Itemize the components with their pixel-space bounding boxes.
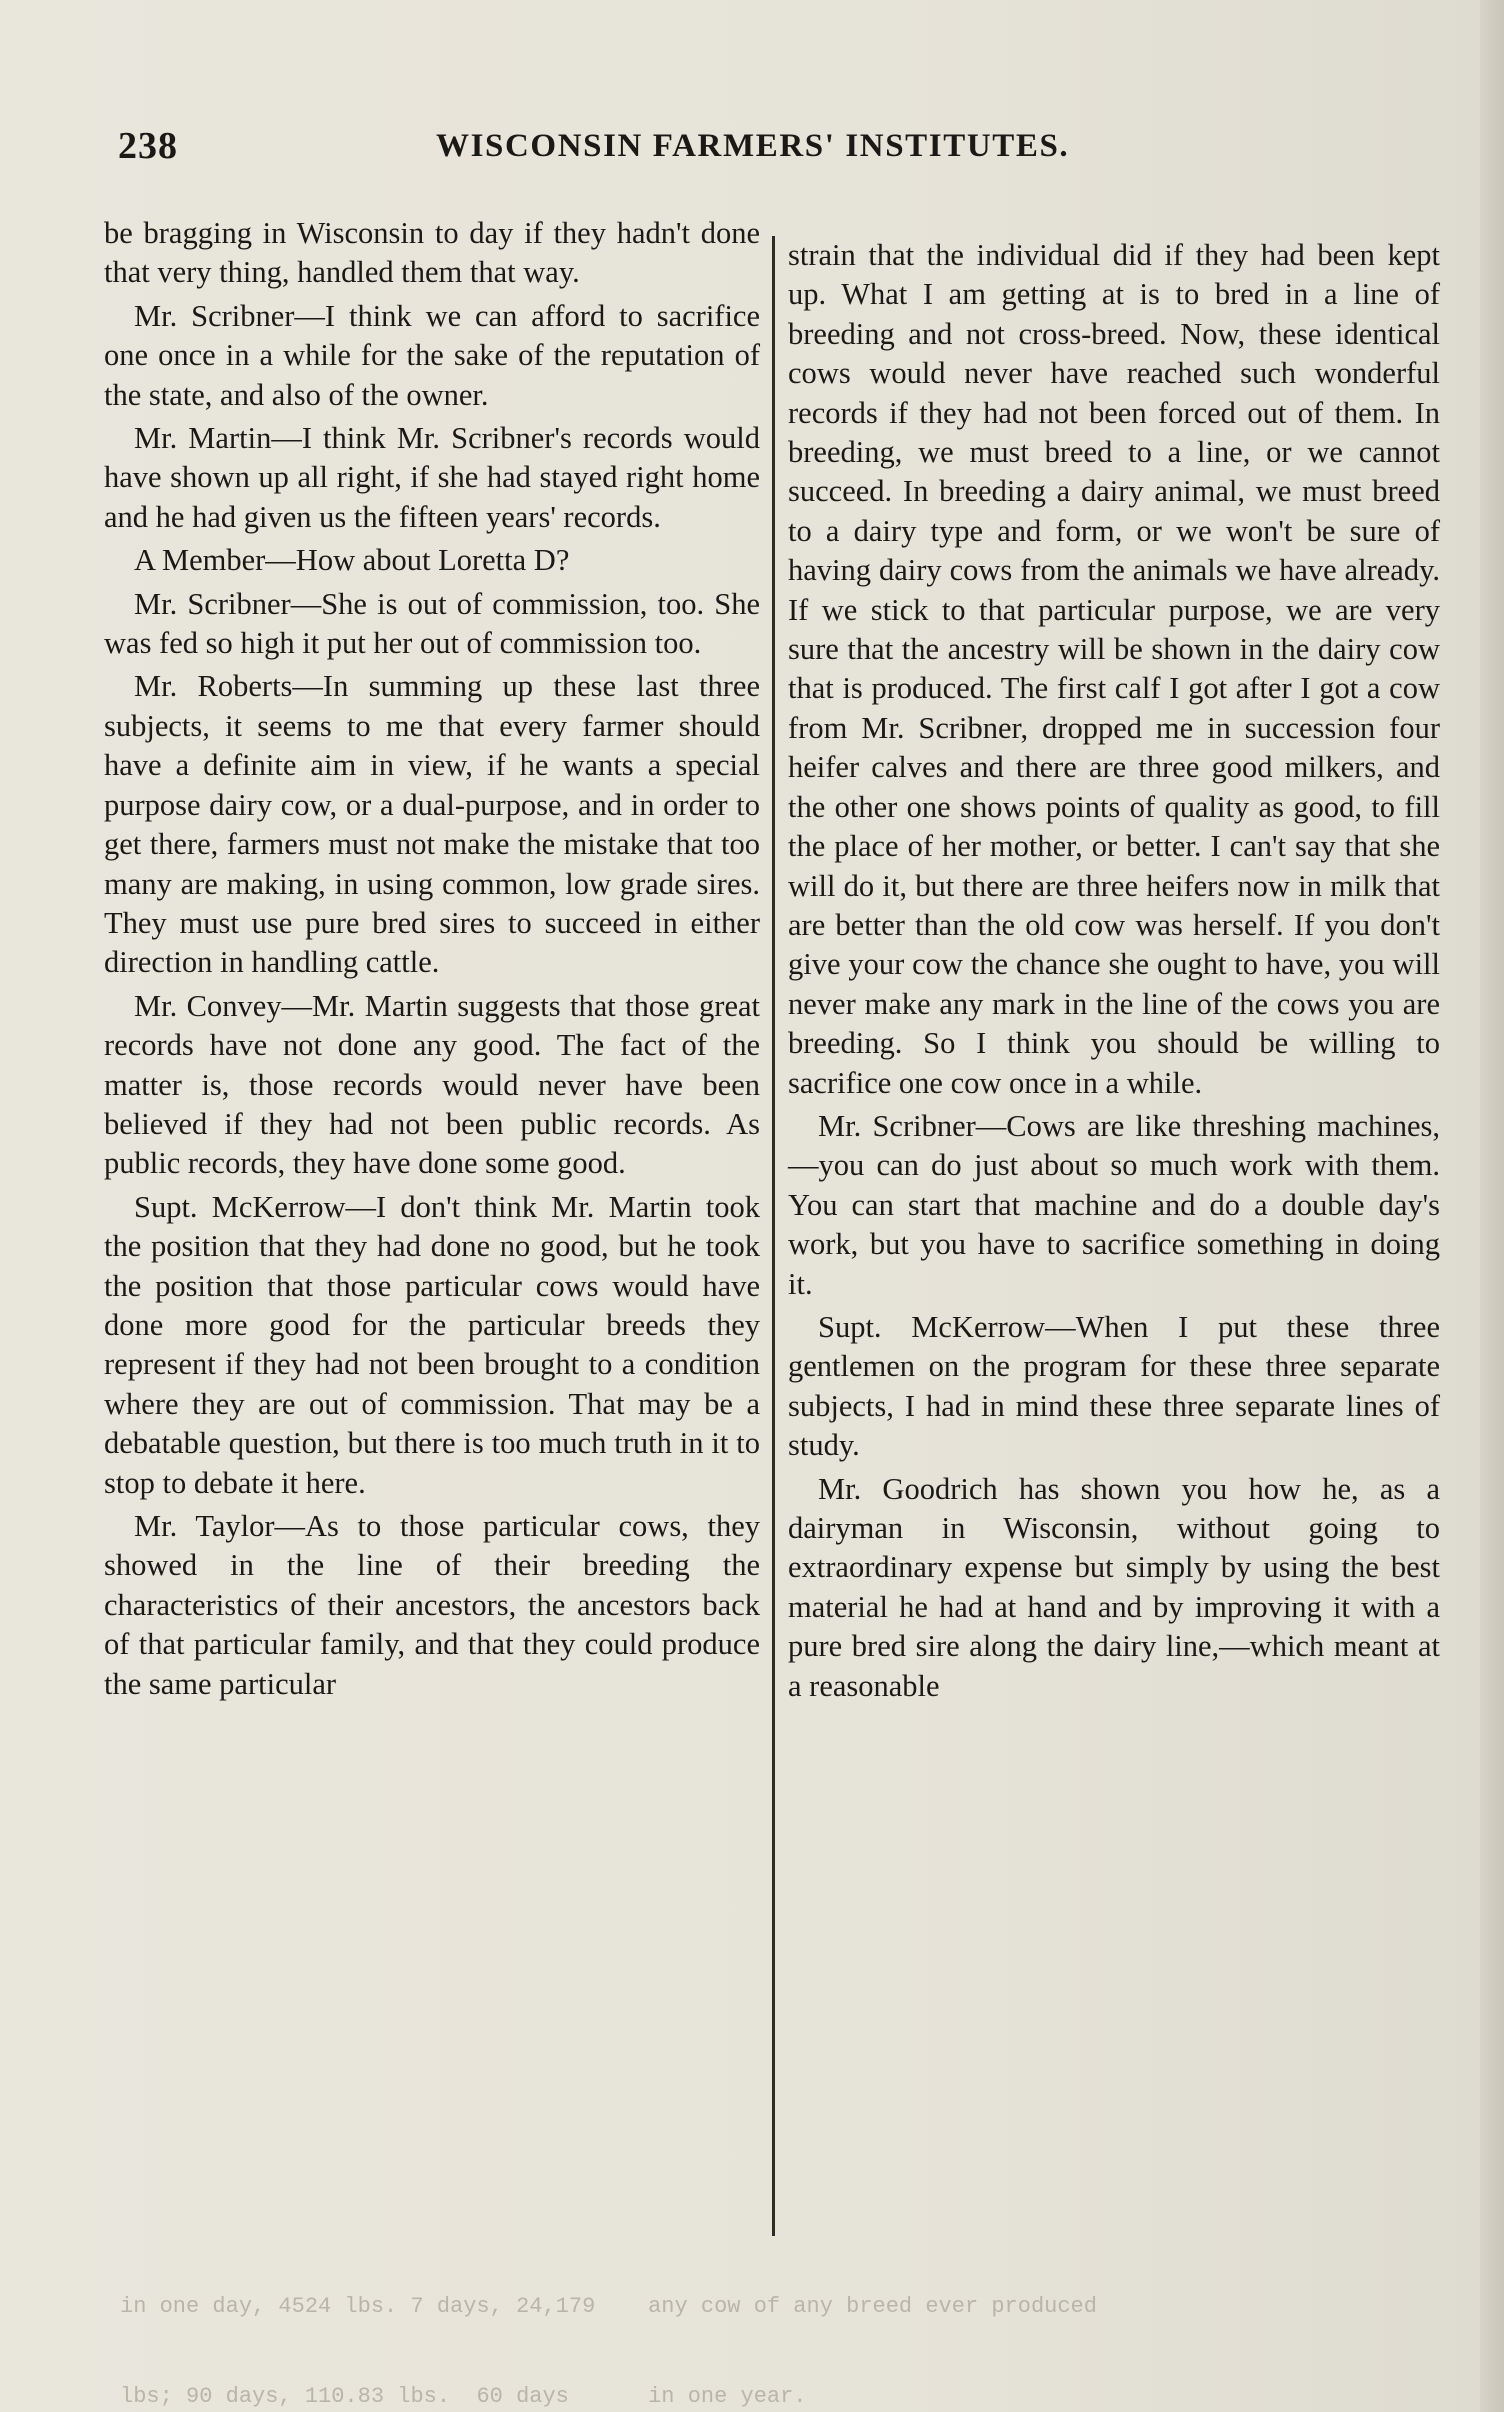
- page-number: 238: [118, 125, 178, 167]
- paragraph: Supt. McKerrow—I don't think Mr. Martin took the position that they had done no good, but he took the position that those particular cows would have done more good for the particular breeds they represent if they had not been brought to a condition where they are out of commission. That may be a debatable question, but there is too much truth in it to stop to debate it here.: [104, 1189, 760, 1500]
- paragraph: Mr. Martin—I think Mr. Scribner's records would have shown up all right, if she had stayed right home and he had given us the fifteen years' records.: [104, 421, 760, 534]
- paragraph: Mr. Scribner—Cows are like threshing machines,—you can do just about so much work with them. You can start that machine and do a double day's work, but you have to sacrifice something in doing it.: [788, 1108, 1440, 1301]
- running-head: WISCONSIN FARMERS' INSTITUTES.: [436, 128, 1070, 164]
- right-column: [788, 236, 1440, 1710]
- paragraph: Supt. McKerrow—When I put these three gentlemen on the program for these three separate subjects, I had in mind these three separate lines of study.: [788, 1309, 1440, 1463]
- paragraph: Mr. Goodrich has shown you how he, as a dairyman in Wisconsin, without going to extraordinary expense but simply by using the best material he had at hand and by improving it with a pure bred sire along the dairy line,—which meant at a reasonable: [788, 1471, 1440, 1703]
- paragraph: Mr. Taylor—As to those particular cows, they showed in the line of their breeding the characteristics of their ancestors, the ancestors back of that particular family, and that they could produce the same particular: [104, 1509, 760, 1701]
- column-divider: [772, 236, 775, 2236]
- page-edge-shadow: [1480, 0, 1504, 2412]
- bleed-through-line: in one day, 4524 lbs. 7 days, 24,179 any cow of any breed ever produced: [120, 2294, 1097, 2319]
- bleed-through-text: [120, 2232, 1420, 2412]
- paragraph: Mr. Roberts—In summing up these last three subjects, it seems to me that every farmer should have a definite aim in view, if he wants a special purpose dairy cow, or a dual-purpose, and in order to get there, farmers must not make the mistake that too many are making, in using common, low grade sires. They must use pure bred sires to succeed in either direction in handling cattle.: [104, 669, 760, 980]
- paragraph: Mr. Scribner—I think we can afford to sacrifice one once in a while for the sake of the reputation of the state, and also of the owner.: [104, 298, 760, 412]
- paragraph: A Member—How about Loretta D?: [134, 543, 570, 578]
- paragraph: Mr. Scribner—She is out of commission, too. She was fed so high it put her out of commission too.: [104, 586, 760, 661]
- left-column: [104, 214, 760, 1708]
- paragraph: strain that the individual did if they had been kept up. What I am getting at is to bred in a line of breeding and not cross-breed. Now, these identical cows would never have reached such wonderful records if they had not been forced out of them. In breeding, we must breed to a line, or we cannot succeed. In breeding a dairy animal, we must breed to a dairy type and form, or we won't be sure of having dairy cows from the animals we have already. If we stick to that particular purpose, we are very sure that the ancestry will be shown in the dairy cow that is produced. The first calf I got after I got a cow from Mr. Scribner, dropped me in succession four heifer calves and there are three good milkers, and the other one shows points of quality as good, to fill the place of her mother, or better. I can't say that she will do it, but there are three heifers now in milk that are better than the old cow was herself. If you don't give your cow the chance she ought to have, you will never make any mark in the line of the cows you are breeding. So I think you should be willing to sacrifice one cow once in a while.: [788, 238, 1440, 1100]
- paragraph: be bragging in Wisconsin to day if they hadn't done that very thing, handled them that way.: [104, 216, 760, 290]
- bleed-through-line: lbs; 90 days, 110.83 lbs. 60 days in one year.: [120, 2384, 807, 2409]
- paragraph: Mr. Convey—Mr. Martin suggests that those great records have not done any good. The fact of the matter is, those records would never have been believed if they had not been public records. As public records, they have done some good.: [104, 988, 760, 1181]
- page-header: [118, 118, 1138, 178]
